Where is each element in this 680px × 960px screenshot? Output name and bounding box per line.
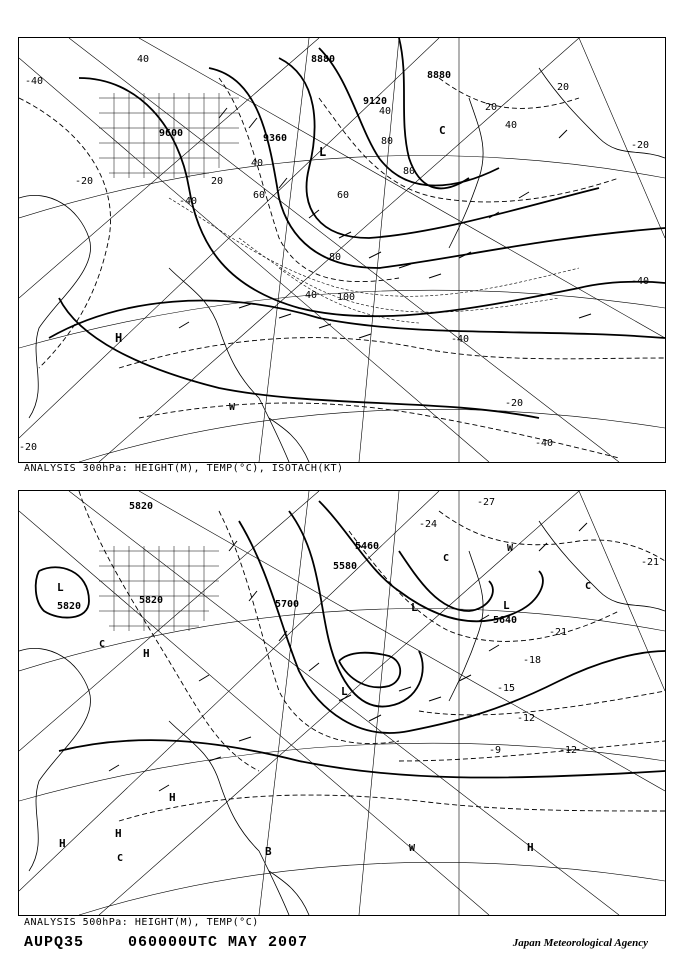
svg-text:-40: -40 — [535, 438, 554, 449]
svg-text:-12: -12 — [517, 713, 536, 724]
svg-text:-21: -21 — [549, 627, 568, 638]
svg-text:5460: 5460 — [355, 541, 380, 552]
svg-text:L: L — [319, 145, 327, 159]
svg-text:5700: 5700 — [275, 599, 300, 610]
svg-text:40: 40 — [251, 158, 264, 169]
temp-labels — [419, 497, 659, 756]
svg-text:60: 60 — [337, 190, 350, 201]
svg-text:H: H — [527, 841, 534, 854]
svg-text:40: 40 — [379, 106, 392, 117]
svg-text:L: L — [411, 601, 418, 614]
svg-text:20: 20 — [485, 102, 498, 113]
svg-text:H: H — [143, 647, 150, 660]
svg-text:9360: 9360 — [263, 133, 288, 144]
map-300hpa-canvas — [19, 38, 665, 462]
svg-text:-18: -18 — [523, 655, 542, 666]
analysis-500hpa-map — [18, 490, 666, 916]
svg-text:40: 40 — [137, 54, 150, 65]
svg-text:40: 40 — [505, 120, 518, 131]
svg-text:W: W — [409, 843, 416, 854]
temp-labels — [19, 76, 649, 453]
svg-text:9600: 9600 — [159, 128, 184, 139]
svg-text:8880: 8880 — [311, 54, 336, 65]
svg-text:-20: -20 — [505, 398, 524, 409]
svg-text:-40: -40 — [451, 334, 470, 345]
svg-text:C: C — [443, 553, 450, 564]
svg-text:C: C — [99, 639, 106, 650]
svg-text:80: 80 — [403, 166, 416, 177]
svg-text:60: 60 — [253, 190, 266, 201]
svg-text:-15: -15 — [497, 683, 516, 694]
svg-text:H: H — [59, 837, 66, 850]
svg-text:9120: 9120 — [363, 96, 388, 107]
svg-text:-24: -24 — [419, 519, 438, 530]
analysis-300hpa-map — [18, 37, 666, 463]
svg-text:5640: 5640 — [493, 615, 518, 626]
valid-time: 060000UTC MAY 2007 — [128, 934, 309, 951]
svg-text:W: W — [507, 543, 514, 554]
svg-text:20: 20 — [557, 82, 570, 93]
svg-text:B: B — [265, 845, 272, 858]
caption-300hpa: ANALYSIS 300hPa: HEIGHT(M), TEMP(°C), ISOTACH(KT) — [24, 463, 344, 474]
svg-text:-27: -27 — [477, 497, 496, 508]
svg-text:C: C — [585, 581, 592, 592]
svg-text:C: C — [439, 124, 446, 137]
svg-text:5580: 5580 — [333, 561, 358, 572]
svg-text:L: L — [57, 581, 64, 594]
system-symbols — [115, 124, 446, 413]
coastlines — [19, 521, 665, 915]
product-id: AUPQ35 — [24, 934, 85, 951]
map-500hpa-canvas — [19, 491, 665, 915]
svg-text:100: 100 — [337, 292, 356, 303]
svg-text:H: H — [115, 827, 122, 840]
svg-text:C: C — [117, 853, 124, 864]
svg-text:-40: -40 — [25, 76, 44, 87]
svg-text:8880: 8880 — [427, 70, 452, 81]
svg-text:5820: 5820 — [139, 595, 164, 606]
svg-text:80: 80 — [329, 252, 342, 263]
caption-500hpa: ANALYSIS 500hPa: HEIGHT(M), TEMP(°C) — [24, 917, 259, 928]
graticule — [19, 491, 665, 915]
svg-text:W: W — [229, 402, 236, 413]
svg-text:-20: -20 — [19, 442, 38, 453]
svg-text:5820: 5820 — [57, 601, 82, 612]
svg-text:80: 80 — [381, 136, 394, 147]
svg-text:-20: -20 — [75, 176, 94, 187]
svg-text:-40: -40 — [631, 276, 650, 287]
svg-text:-21: -21 — [641, 557, 660, 568]
svg-text:-9: -9 — [489, 745, 502, 756]
svg-text:-40: -40 — [179, 196, 198, 207]
svg-text:-20: -20 — [631, 140, 650, 151]
svg-text:H: H — [115, 331, 123, 345]
svg-text:H: H — [169, 791, 176, 804]
agency-name: Japan Meteorological Agency — [512, 937, 648, 949]
svg-text:L: L — [503, 599, 510, 612]
svg-text:20: 20 — [211, 176, 224, 187]
svg-text:L: L — [341, 685, 348, 698]
svg-text:40: 40 — [305, 290, 318, 301]
svg-text:-12: -12 — [559, 745, 578, 756]
height-labels — [159, 54, 451, 144]
hatched-region — [99, 546, 219, 631]
coastlines — [19, 68, 665, 462]
svg-text:5820: 5820 — [129, 501, 154, 512]
height-contours — [49, 38, 665, 418]
